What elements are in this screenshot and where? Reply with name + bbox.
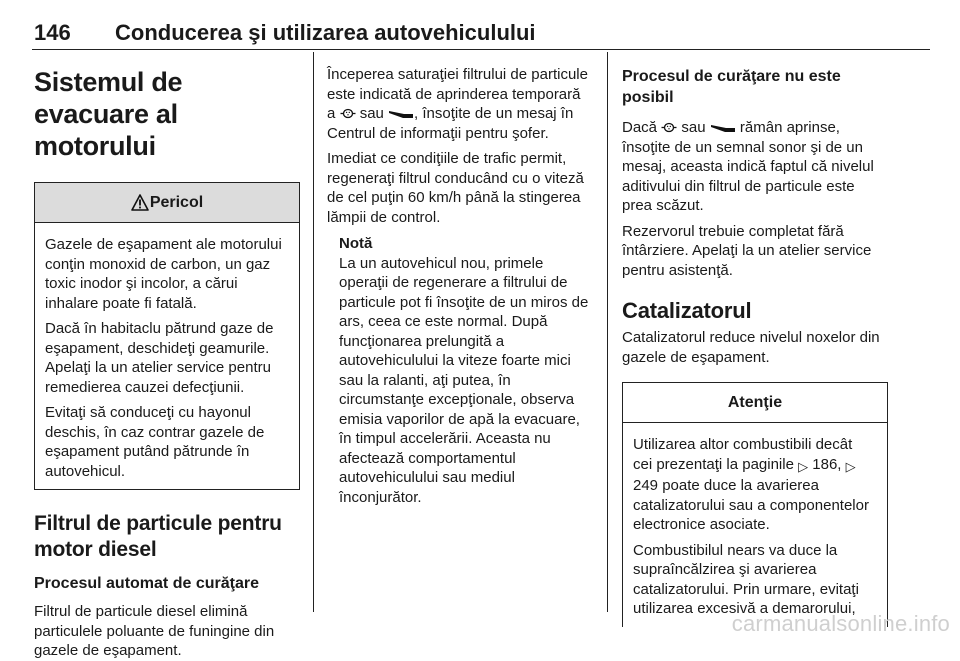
watermark: carmanualsonline.info (731, 611, 950, 636)
warning-triangle-icon (131, 194, 149, 211)
not-possible-text-end: rămân aprinse, însoţite de un semnal sonor şi de un mesaj, aceasta indică faptul că nivelul aditivului din filtrul de particule este prea scăzut. (622, 119, 874, 214)
note-text: La un autovehicul nou, primele operaţii de regenerare a filtrului de particule pot fi însoţite de un miros de ars, ceea ce este normal. După funcţionarea prelungită a autovehiculului la viteze foarte mici sau la ralanti, aţi putea, în circumstanţe excepţionale, observa emisia vaporilor de apă la evacuare, în timpul accelerării. Aceasta nu afectează comportamentul autovehiculului sau mediul înconjurător. (339, 254, 589, 506)
dpf-filter-icon (340, 107, 356, 120)
column-divider-2 (607, 52, 608, 612)
saturation-paragraph (327, 65, 591, 143)
page-reference-arrow-icon: ▷ (798, 458, 809, 474)
danger-paragraph-3: Evitaţi să conduceţi cu hayonul deschis, în caz contrar gazele de eşapament putând pătrunde în autovehicul. (45, 404, 265, 480)
refill-paragraph: Rezervorul trebuie completat fără întârziere. Apelaţi la un atelier service pentru asistenţă. (622, 222, 872, 279)
caution-text-end: poate duce la avarierea catalizatorului sau a componentelor electronice asociate. (633, 477, 869, 533)
page-header (32, 6, 930, 50)
caution-text-start: Utilizarea altor combustibili decât cei prezentaţi la paginile (633, 436, 853, 473)
page-reference-arrow-icon: ▷ (845, 458, 856, 474)
danger-box (34, 182, 300, 490)
caution-box-title: Atenţie (727, 393, 783, 411)
caution-paragraph-2: Combustibilul nears va duce la supraîncălzirea şi avarierea catalizatorului. Prin urmare, evitaţi utilizarea excesivă a demarorului, (633, 541, 859, 617)
note-block (327, 234, 591, 507)
danger-box-title: Pericol (149, 193, 204, 211)
danger-paragraph-1: Gazele de eşapament ale motorului conţin monoxid de carbon, un gaz toxic inodor şi incolor, a cărui inhalare poate fi fatală. (45, 236, 282, 312)
page-reference-1[interactable]: 186, (812, 455, 842, 473)
page-number: 146 (34, 20, 71, 45)
exhaust-pipe-icon (388, 108, 414, 120)
section-title: Sistemul de evacuare al motorului (34, 67, 183, 161)
saturation-text-end: , însoţite de un mesaj în Centrul de informaţii pentru şofer. (327, 105, 574, 142)
dpf-filter-icon (661, 121, 677, 134)
danger-paragraph-2: Dacă în habitaclu pătrund gaze de eşapament, deschideţi geamurile. Apelaţi la un atelier service pentru remedierea cauzei defecţiunii. (45, 320, 274, 396)
page-reference-2[interactable]: 249 (633, 477, 659, 494)
auto-cleaning-paragraph: Filtrul de particule diesel elimină particulele poluante de funingine din gazele de eşapament. (34, 603, 275, 659)
exhaust-pipe-icon (710, 122, 736, 134)
saturation-text-start: Începerea saturaţiei filtrului de particule este indicată de aprinderea temporară a (327, 66, 588, 122)
chapter-title: Conducerea şi utilizarea autovehiculului (115, 20, 536, 45)
catalyst-paragraph: Catalizatorul reduce nivelul noxelor din gazele de eşapament. (622, 329, 880, 366)
subsection-title: Filtrul de particule pentru motor diesel (34, 512, 282, 561)
cleaning-not-possible-title: Procesul de curăţare nu este posibil (622, 68, 841, 106)
not-possible-text-start: Dacă (622, 119, 658, 136)
catalyst-title: Catalizatorul (622, 298, 752, 323)
saturation-text-or: sau (359, 105, 384, 122)
note-title: Notă (339, 235, 373, 252)
not-possible-text-or: sau (681, 119, 706, 136)
column-2 (327, 52, 591, 507)
column-divider-1 (313, 52, 314, 612)
caution-paragraph-1 (633, 435, 875, 535)
caution-box (622, 382, 888, 627)
caution-box-header (623, 383, 887, 423)
auto-cleaning-title: Procesul automat de curăţare (34, 575, 259, 592)
regeneration-paragraph: Imediat ce condiţiile de trafic permit, regeneraţi filtrul conducând cu o viteză de cel puţin 60 km/h până la stingerea lămpii de control. (327, 150, 584, 226)
danger-box-header (35, 183, 299, 223)
column-1 (34, 52, 300, 661)
cleaning-not-possible-paragraph (622, 118, 888, 216)
column-3 (622, 52, 888, 627)
